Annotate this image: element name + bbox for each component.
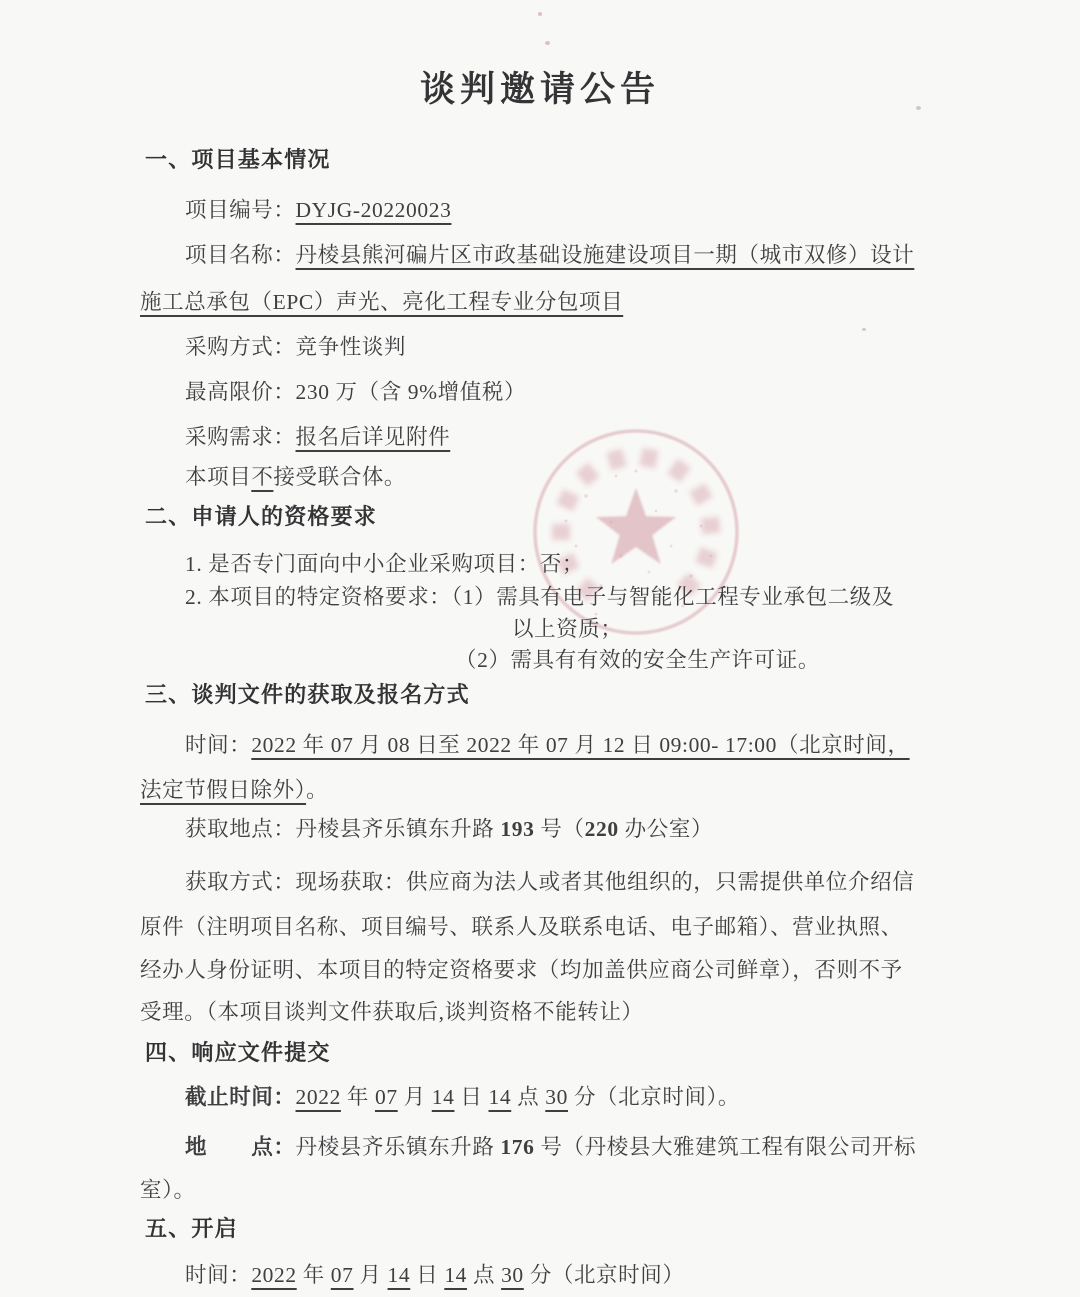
deadline-tail: 分（北京时间）。 (567, 1085, 741, 1109)
demand-label: 采购需求： (185, 425, 296, 449)
opening-month: 07 (330, 1263, 354, 1287)
obtain-venue-mid: 号（ (534, 817, 585, 841)
submit-address-line-2: 室）。 (140, 1178, 196, 1202)
opening-year-unit: 年 (296, 1263, 331, 1287)
opening-month-unit: 月 (353, 1263, 388, 1287)
section-2-heading: 二、申请人的资格要求 (145, 504, 378, 529)
submit-address-post: 号（丹棱县大雅建筑工程有限公司开标 (534, 1135, 917, 1159)
no-consortium-pre: 本项目 (185, 465, 252, 489)
project-name-value-2: 施工总承包（EPC）声光、亮化工程专业分包项目 (140, 290, 624, 314)
project-number-value: DYJG-20220023 (295, 198, 452, 222)
obtain-time-period: 。 (306, 778, 329, 802)
no-consortium-post: 接受联合体。 (273, 465, 407, 489)
section-3-heading: 三、谈判文件的获取及报名方式 (145, 682, 470, 707)
project-number-label: 项目编号： (185, 198, 296, 222)
qualification-item-2-line-2: 以上资质； (512, 617, 623, 641)
obtain-venue-post: 办公室） (618, 817, 714, 841)
opening-minute: 30 (501, 1263, 524, 1287)
project-name-value-1: 丹棱县熊河碥片区市政基础设施建设项目一期（城市双修）设计 (295, 243, 915, 267)
deadline-year-unit: 年 (340, 1085, 375, 1109)
deadline-year: 2022 (295, 1085, 341, 1109)
opening-hour-unit: 点 (467, 1263, 502, 1287)
scan-speck (545, 41, 550, 45)
obtain-time-label: 时间： (185, 733, 252, 757)
opening-hour: 14 (444, 1263, 468, 1287)
deadline-day-unit: 日 (454, 1085, 489, 1109)
opening-day: 14 (387, 1263, 411, 1287)
demand-line (185, 423, 450, 451)
submit-address-line-1 (185, 1133, 916, 1161)
deadline-minute: 30 (545, 1085, 568, 1109)
obtain-venue-line (185, 815, 713, 843)
section-4-heading: 四、响应文件提交 (145, 1040, 331, 1065)
star-icon (596, 488, 676, 564)
deadline-day: 14 (431, 1085, 455, 1109)
no-consortium-line (185, 463, 406, 491)
obtain-method-line-2: 原件（注明项目名称、项目编号、联系人及联系电话、电子邮箱）、营业执照、 (140, 915, 903, 939)
opening-time-label: 时间： (185, 1263, 252, 1287)
obtain-time-value-2: 法定节假日除外） (140, 778, 307, 802)
project-name-line-1 (185, 241, 914, 269)
obtain-time-line-2 (140, 776, 328, 804)
official-seal (523, 422, 749, 646)
page-title: 谈判邀请公告 (419, 70, 660, 109)
project-name-label: 项目名称： (185, 243, 296, 267)
deadline-month: 07 (374, 1085, 398, 1109)
scan-speck (862, 328, 866, 331)
obtain-time-value-1: 2022 年 07 月 08 日至 2022 年 07 月 12 日 09:00- 17:00（北京时间， (251, 733, 910, 757)
deadline-line (185, 1083, 740, 1111)
qualification-item-1: 1. 是否专门面向中小企业采购项目：否； (185, 552, 585, 576)
no-consortium-not: 不 (251, 465, 274, 489)
project-name-line-2 (140, 288, 623, 316)
obtain-method-line-1: 获取方式：现场获取：供应商为法人或者其他组织的，只需提供单位介绍信 (185, 870, 915, 894)
seal-arc-text (552, 448, 720, 602)
section-1-heading: 一、项目基本情况 (145, 147, 331, 172)
project-number-line (185, 196, 451, 224)
purchase-method-line: 采购方式：竞争性谈判 (185, 335, 407, 359)
demand-value: 报名后详见附件 (295, 425, 451, 449)
opening-day-unit: 日 (410, 1263, 445, 1287)
price-cap-line: 最高限价：230 万（含 9%增值税） (185, 380, 527, 404)
obtain-method-line-3: 经办人身份证明、本项目的特定资格要求（均加盖供应商公司鲜章），否则不予 (140, 958, 903, 982)
qualification-item-2-line-3: （2）需具有有效的安全生产许可证。 (455, 648, 820, 672)
opening-year: 2022 (251, 1263, 297, 1287)
scan-speck (538, 12, 542, 16)
opening-tail: 分（北京时间） (523, 1263, 685, 1287)
submit-address-label: 地 点： (185, 1135, 296, 1159)
obtain-method-line-4: 受理。（本项目谈判文件获取后,谈判资格不能转让） (140, 1000, 644, 1024)
deadline-hour-unit: 点 (511, 1085, 546, 1109)
submit-address-number: 176 (500, 1135, 535, 1159)
obtain-venue-pre: 获取地点：丹棱县齐乐镇东升路 (185, 817, 501, 841)
opening-time-line (185, 1261, 684, 1289)
section-5-heading: 五、开启 (145, 1216, 238, 1241)
obtain-venue-number-2: 220 (584, 817, 619, 841)
obtain-time-line-1 (185, 731, 910, 759)
deadline-hour: 14 (488, 1085, 512, 1109)
qualification-item-2-line-1: 2. 本项目的特定资格要求：（1）需具有电子与智能化工程专业承包二级及 (185, 585, 895, 609)
deadline-label: 截止时间： (185, 1085, 296, 1109)
submit-address-pre: 丹棱县齐乐镇东升路 (295, 1135, 501, 1159)
deadline-month-unit: 月 (397, 1085, 432, 1109)
obtain-venue-number-1: 193 (500, 817, 535, 841)
